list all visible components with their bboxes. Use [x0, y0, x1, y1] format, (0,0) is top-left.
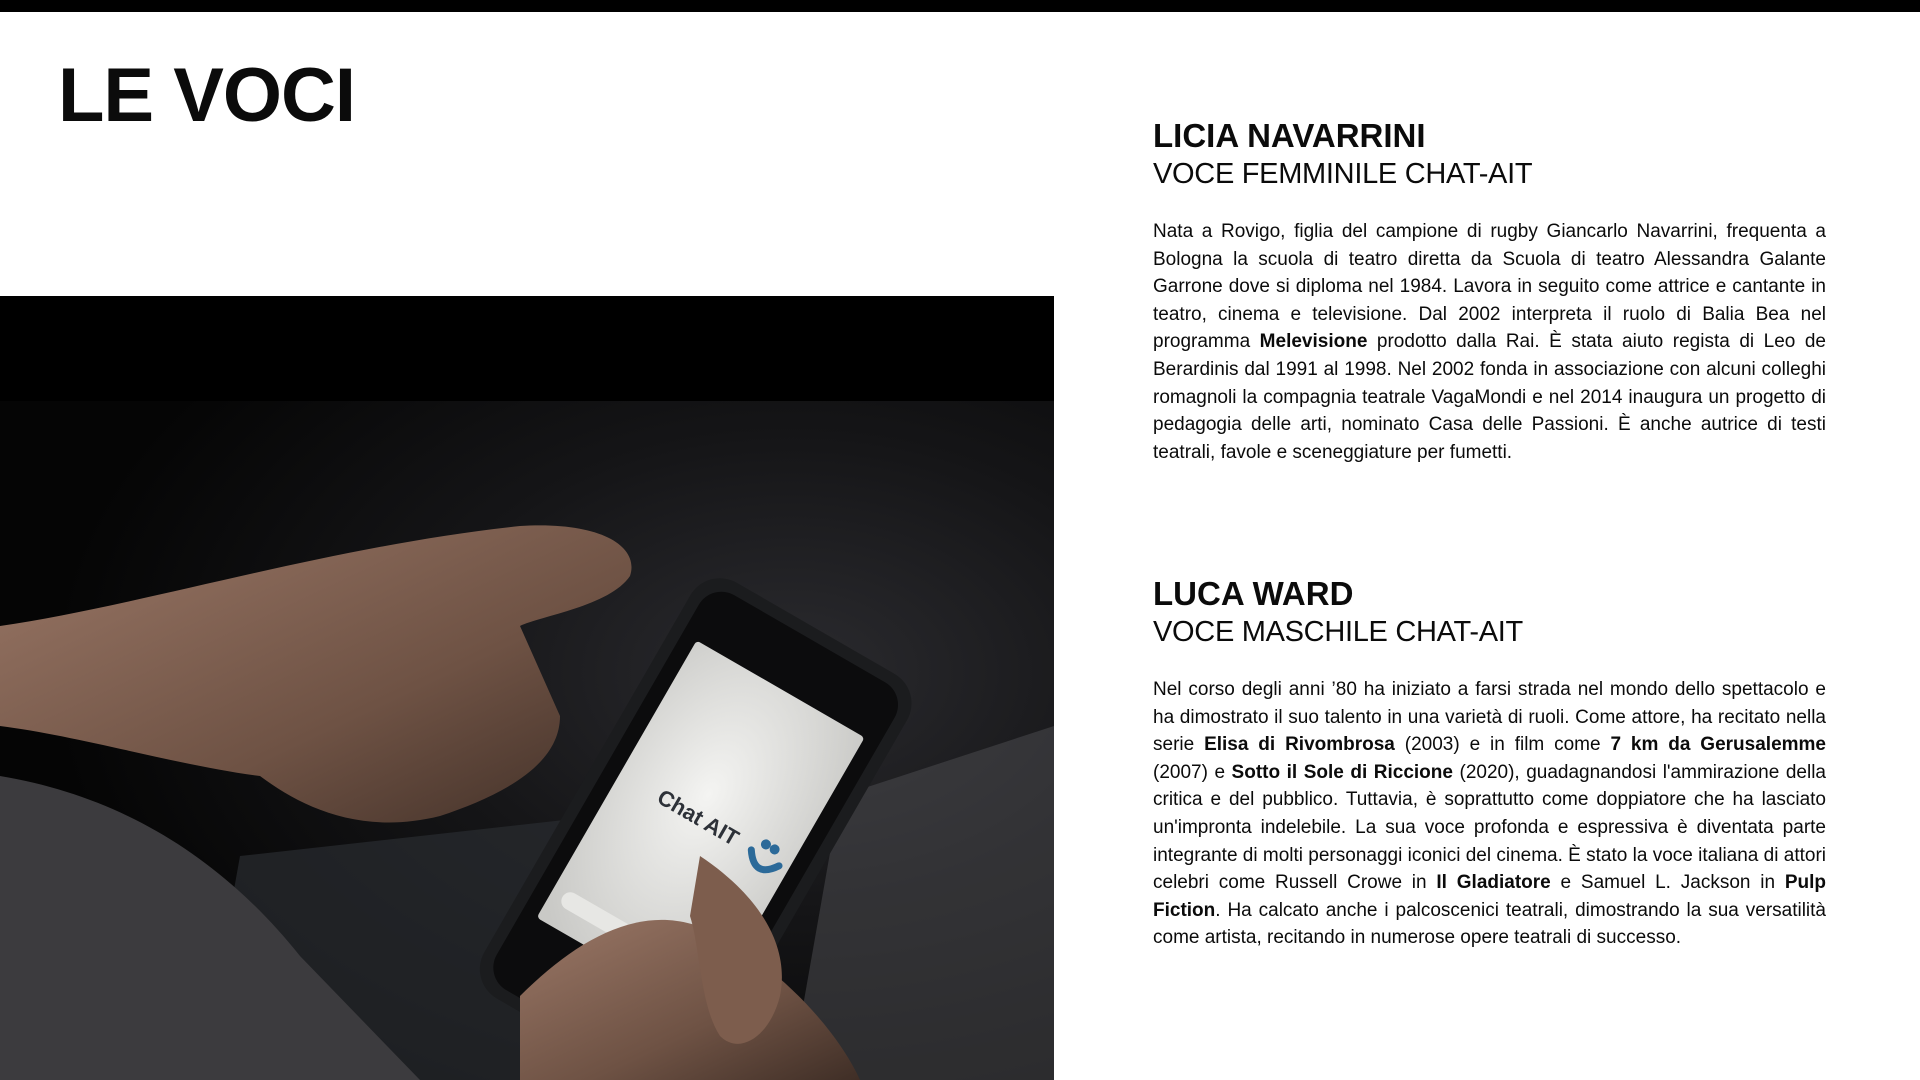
top-border [0, 0, 1920, 12]
phone-screen-text: Chat AIT [653, 784, 744, 851]
voice-bio: Nel corso degli anni ’80 ha iniziato a farsi strada nel mondo dello spettacolo e ha dimostrato il suo talento in una varietà di ruoli. Come attore, ha recitato nella serie Elisa di Rivombrosa (2003) e in film come 7 km da Gerusalemme (2007) e Sotto il Sole di Riccione (2020), guadagnandosi l'ammirazione della critica e del pubblico. Tuttavia, è soprattutto come doppiatore che ha lasciato un'impronta indelebile. La sua voce profonda e espressiva è diventata parte integrante di molti personaggi iconici del cinema. È stato la voce italiana di attori celebri come Russell Crowe in Il Gladiatore e Samuel L. Jackson in Pulp Fiction. Ha calcato anche i palcoscenici teatrali, dimostrando la sua versatilità come artista, recitando in numerose opere teatrali di successo. [1153, 679, 1826, 949]
voice-card-luca-ward [1153, 574, 1826, 952]
voice-bio: Nata a Rovigo, figlia del campione di rugby Giancarlo Navarrini, frequenta a Bologna la scuola di teatro diretta da Scuola di teatro Alessandra Galante Garrone dove si diploma nel 1984. Lavora in seguito come attrice e cantante in teatro, cinema e televisione. Dal 2002 interpreta il ruolo di Balia Bea nel programma Melevisione prodotto dalla Rai. È stata aiuto regista di Leo de Berardinis dal 1991 al 1998. Nel 2002 fonda in associazione con alcuni colleghi romagnoli la compagnia teatrale VagaMondi e nel 2014 inaugura un progetto di pedagogia delle arti, nominato Casa delle Passioni. È anche autrice di testi teatrali, favole e sceneggiature per fumetti. [1153, 221, 1827, 463]
hero-photo [0, 296, 1054, 1080]
page-title: LE VOCI [58, 53, 356, 138]
voice-name: LUCA WARD [1153, 575, 1354, 612]
voice-card-licia-navarrini [1153, 116, 1826, 466]
voice-role: VOCE MASCHILE CHAT-AIT [1153, 616, 1523, 648]
voice-role: VOCE FEMMINILE CHAT-AIT [1153, 158, 1533, 190]
voice-name: LICIA NAVARRINI [1153, 117, 1426, 154]
